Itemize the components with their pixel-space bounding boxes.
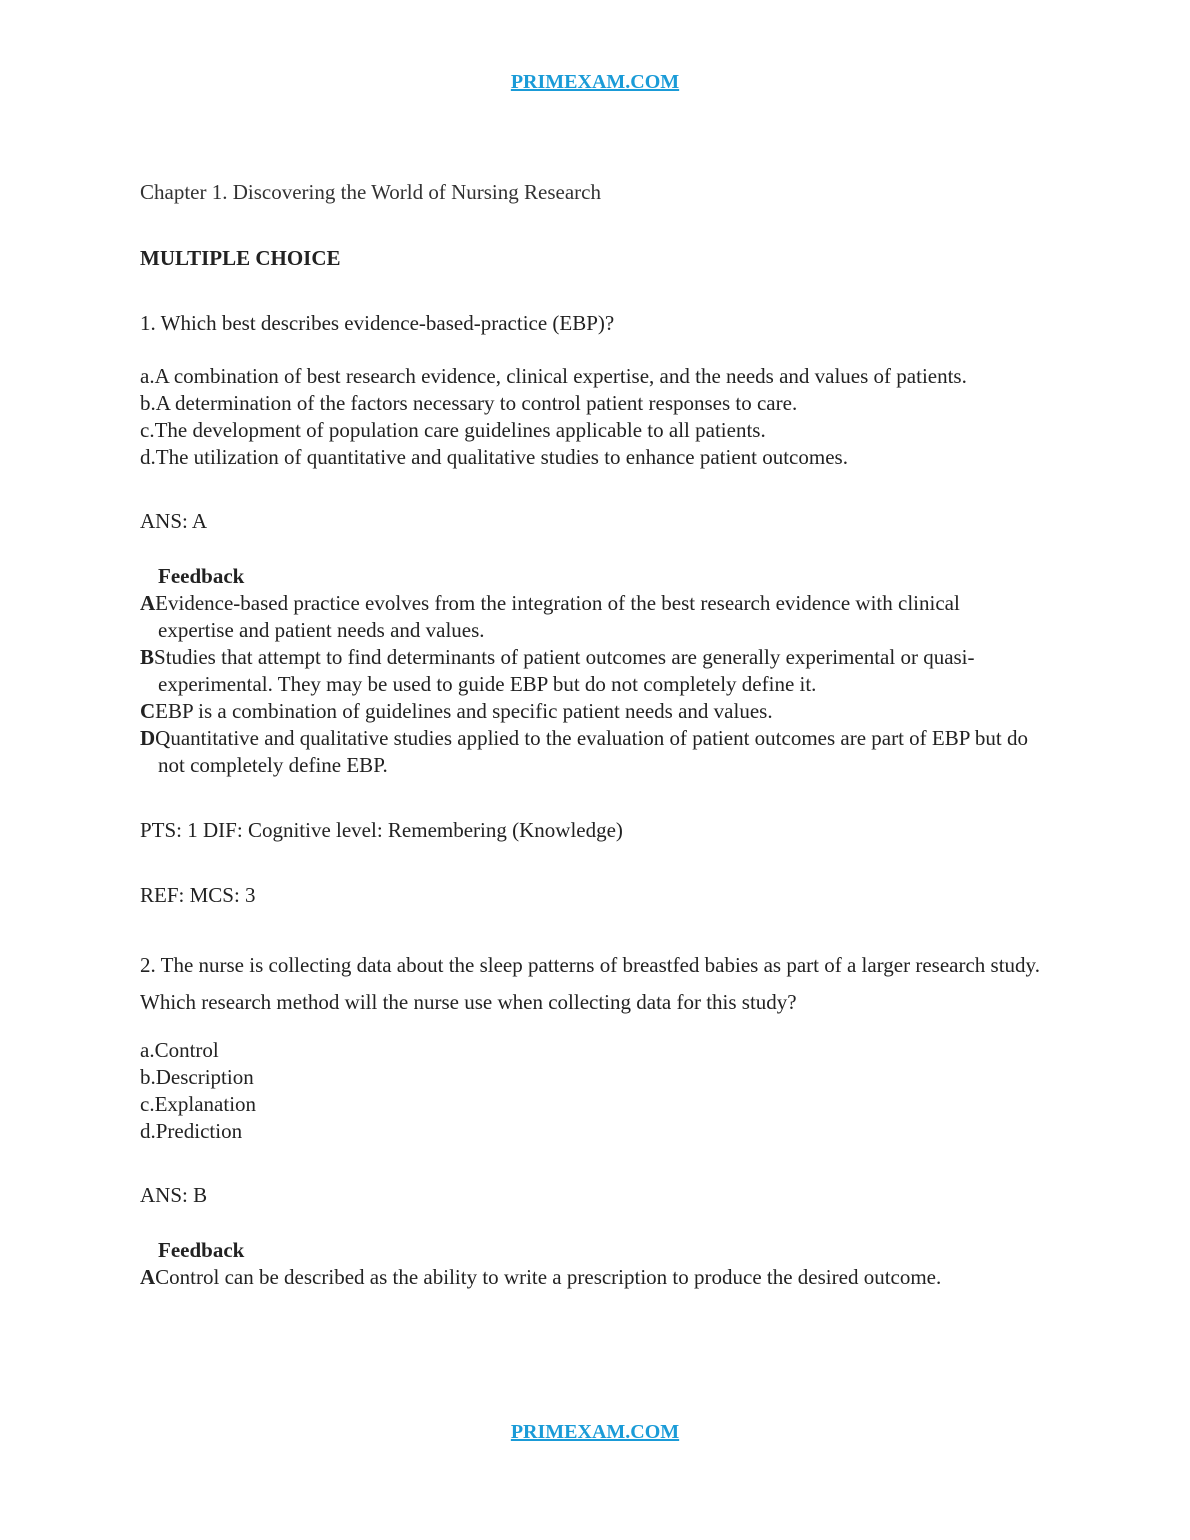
option-d: d.Prediction (140, 1119, 243, 1143)
section-title: MULTIPLE CHOICE (140, 246, 341, 270)
feedback-text: EBP is a combination of guidelines and specific patient needs and values. (155, 699, 773, 723)
feedback-b (140, 644, 1040, 698)
option-a: a.Control (140, 1038, 219, 1062)
feedback-letter: B (140, 645, 155, 669)
option-d: d.The utilization of quantitative and qualitative studies to enhance patient outcomes. (140, 445, 848, 469)
feedback-letter: D (140, 726, 156, 750)
question-stem: 1. Which best describes evidence-based-practice (EBP)? (140, 311, 615, 335)
question-1 (140, 310, 1040, 909)
answer-line: ANS: B (140, 1183, 208, 1207)
question-stem: 2. The nurse is collecting data about the sleep patterns of breastfed babies as part of a larger research study. Which research method will the nurse use when collecting data for this study? (140, 953, 1040, 1014)
options-list (140, 363, 1040, 471)
feedback-text: Quantitative and qualitative studies applied to the evaluation of patient outcomes are part of EBP but do not completely define EBP. (155, 726, 1028, 777)
option-c: c.The development of population care guidelines applicable to all patients. (140, 418, 766, 442)
option-c: c.Explanation (140, 1092, 257, 1116)
question-2 (140, 947, 1040, 1291)
feedback-title: Feedback (158, 564, 245, 588)
feedback-title: Feedback (158, 1238, 245, 1262)
option-a: a.A combination of best research evidence, clinical expertise, and the needs and values of patients. (140, 364, 967, 388)
feedback-a (140, 1264, 1040, 1291)
feedback-text: Studies that attempt to find determinants of patient outcomes are generally experimental or quasi-experimental. They may be used to guide EBP but do not completely define it. (154, 645, 975, 696)
chapter-title: Chapter 1. Discovering the World of Nursing Research (140, 180, 601, 204)
option-b: b.Description (140, 1065, 254, 1089)
reference: REF: MCS: 3 (140, 883, 256, 907)
feedback-text: Control can be described as the ability to write a prescription to produce the desired outcome. (155, 1265, 942, 1289)
feedback-letter: A (140, 591, 156, 615)
footer-brand-link[interactable]: PRIMEXAM.COM (510, 1421, 680, 1443)
document-content (140, 179, 1040, 1291)
feedback-text: Evidence-based practice evolves from the integration of the best research evidence with clinical expertise and patient needs and values. (155, 591, 960, 642)
feedback-c (140, 698, 1040, 725)
option-b: b.A determination of the factors necessary to control patient responses to care. (140, 391, 798, 415)
feedback-a (140, 590, 1040, 644)
feedback-letter: C (140, 699, 156, 723)
points-difficulty: PTS: 1 DIF: Cognitive level: Remembering (Knowledge) (140, 818, 623, 842)
feedback-d (140, 725, 1040, 779)
header-brand-link[interactable]: PRIMEXAM.COM (510, 71, 680, 93)
answer-line: ANS: A (140, 509, 208, 533)
options-list (140, 1037, 1040, 1145)
feedback-letter: A (140, 1265, 156, 1289)
